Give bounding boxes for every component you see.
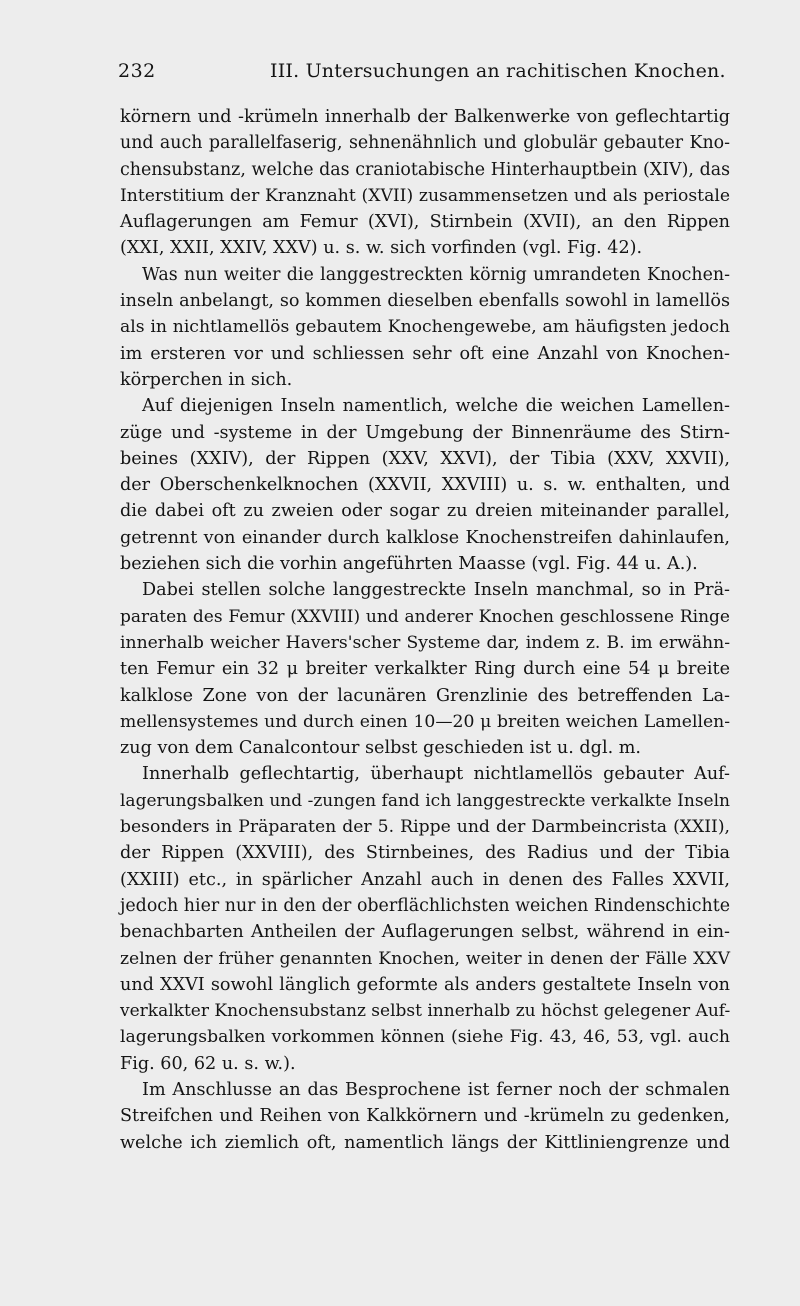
text-line: jedoch hier nur in den der oberflächlichsten weichen Rindenschichte	[120, 895, 730, 916]
text-line: chensubstanz, welche das craniotabische Hinterhauptbein (XIV), das	[120, 159, 730, 180]
text-line: körperchen in sich.	[120, 369, 293, 390]
text-line: Interstitium der Kranznaht (XVII) zusammensetzen und als periostale	[120, 185, 730, 206]
page-header	[118, 60, 730, 88]
text-line: Auf diejenigen Inseln namentlich, welche die weichen Lamellen-	[142, 396, 730, 417]
running-head: III. Untersuchungen an rachitischen Knochen.	[270, 60, 726, 82]
text-line: besonders in Präparaten der 5. Rippe und der Darmbeincrista (XXII),	[120, 817, 730, 838]
text-line: benachbarten Antheilen der Auflagerungen selbst, während in ein-	[120, 922, 730, 943]
text-line: Fig. 60, 62 u. s. w.).	[120, 1053, 296, 1074]
page-number: 232	[118, 60, 156, 82]
text-line: Innerhalb geflechtartig, überhaupt nichtlamellös gebauter Auf-	[142, 764, 730, 785]
text-line: lagerungsbalken vorkommen können (siehe Fig. 43, 46, 53, vgl. auch	[120, 1027, 730, 1048]
text-line: zug von dem Canalcontour selbst geschieden ist u. dgl. m.	[120, 738, 642, 759]
text-line: innerhalb weicher Havers'scher Systeme dar, indem z. B. im erwähn-	[120, 632, 730, 653]
text-line: der Rippen (XXVIII), des Stirnbeines, des Radius und der Tibia	[120, 843, 730, 864]
text-line: zelnen der früher genannten Knochen, weiter in denen der Fälle XXV	[120, 948, 730, 969]
text-line: beziehen sich die vorhin angeführten Maasse (vgl. Fig. 44 u. A.).	[120, 554, 698, 575]
text-line: und auch parallelfaserig, sehnenähnlich und globulär gebauter Kno-	[120, 133, 730, 154]
text-line: (XXI, XXII, XXIV, XXV) u. s. w. sich vorfinden (vgl. Fig. 42).	[120, 238, 643, 259]
text-line: Auflagerungen am Femur (XVI), Stirnbein (XVII), an den Rippen	[120, 212, 730, 233]
text-line: Was nun weiter die langgestreckten körnig umrandeten Knochen-	[142, 264, 730, 285]
text-line: verkalkter Knochensubstanz selbst innerhalb zu höchst gelegener Auf-	[120, 1001, 731, 1022]
text-line: inseln anbelangt, so kommen dieselben ebenfalls sowohl in lamellös	[120, 291, 730, 312]
text-line: mellensystemes und durch einen 10—20 μ breiten weichen Lamellen-	[120, 711, 730, 732]
text-line: paraten des Femur (XXVIII) und anderer Knochen geschlossene Ringe	[120, 606, 730, 627]
text-line: getrennt von einander durch kalklose Knochenstreifen dahinlaufen,	[120, 527, 730, 548]
text-line: die dabei oft zu zweien oder sogar zu dreien miteinander parallel,	[120, 501, 730, 522]
text-line: Dabei stellen solche langgestreckte Inseln manchmal, so in Prä-	[142, 580, 730, 601]
text-line: welche ich ziemlich oft, namentlich längs der Kittliniengrenze und	[120, 1132, 730, 1153]
text-line: im ersteren vor und schliessen sehr oft eine Anzahl von Knochen-	[120, 343, 730, 364]
text-line: der Oberschenkelknochen (XXVII, XXVIII) u. s. w. enthalten, und	[120, 475, 730, 496]
text-line: (XXIII) etc., in spärlicher Anzahl auch in denen des Falles XXVII,	[120, 869, 730, 890]
text-line: körnern und -krümeln innerhalb der Balkenwerke von geflechtartig	[120, 107, 730, 127]
text-line: kalklose Zone von der lacunären Grenzlinie des betreffenden La-	[120, 685, 730, 706]
text-line: Streifchen und Reihen von Kalkkörnern und -krümeln zu gedenken,	[120, 1106, 730, 1127]
text-line: Im Anschlusse an das Besprochene ist ferner noch der schmalen	[142, 1079, 730, 1100]
text-line: ten Femur ein 32 μ breiter verkalkter Ring durch eine 54 μ breite	[120, 659, 730, 680]
text-line: als in nichtlamellös gebautem Knochengewebe, am häufigsten jedoch	[120, 317, 730, 338]
body-text	[120, 104, 730, 1156]
text-line: und XXVI sowohl länglich geformte als anders gestaltete Inseln von	[120, 974, 730, 995]
text-line: lagerungsbalken und -zungen fand ich langgestreckte verkalkte Inseln	[120, 790, 730, 811]
text-line: beines (XXIV), der Rippen (XXV, XXVI), der Tibia (XXV, XXVII),	[120, 448, 730, 469]
text-line: züge und -systeme in der Umgebung der Binnenräume des Stirn-	[120, 422, 730, 443]
